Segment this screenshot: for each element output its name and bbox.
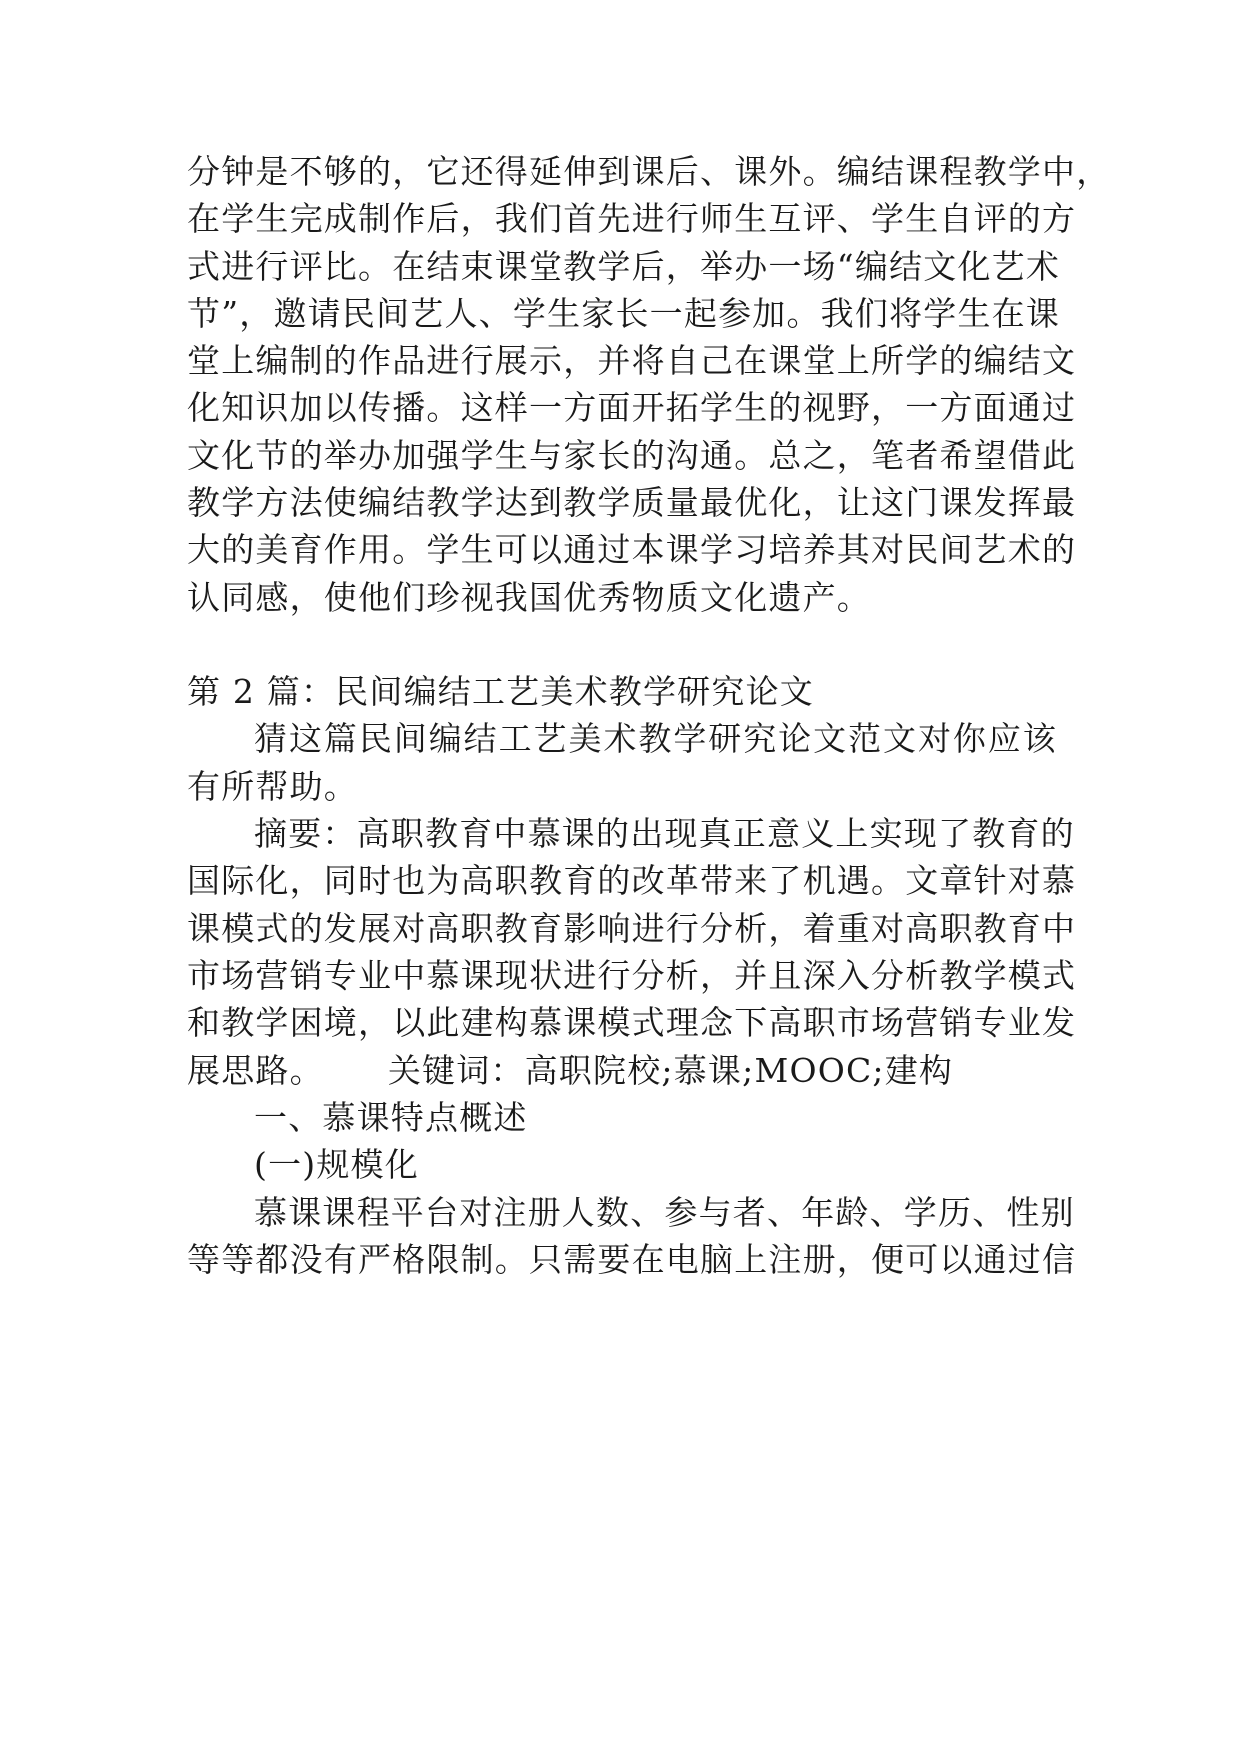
- paragraph-line: 式进行评比。在结束课堂教学后，举办一场“编结文化艺术: [187, 247, 1061, 286]
- paragraph-line: 堂上编制的作品进行展示，并将自己在课堂上所学的编结文: [187, 341, 1077, 380]
- paragraph-line: 节”，邀请民间艺人、学生家长一起参加。我们将学生在课: [187, 294, 1061, 333]
- paragraph-line: 教学方法使编结教学达到教学质量最优化，让这门课发挥最: [187, 483, 1077, 522]
- abstract-line: 摘要：高职教育中慕课的出现真正意义上实现了教育的: [254, 814, 1075, 853]
- paragraph-line: 慕课课程平台对注册人数、参与者、年龄、学历、性别: [254, 1193, 1075, 1232]
- paragraph-line: 认同感，使他们珍视我国优秀物质文化遗产。: [187, 578, 871, 617]
- paragraph-line: 有所帮助。: [187, 767, 358, 806]
- paragraph-line: 大的美育作用。学生可以通过本课学习培养其对民间艺术的: [187, 530, 1077, 569]
- paragraph-line: 猜这篇民间编结工艺美术教学研究论文范文对你应该: [254, 719, 1057, 758]
- abstract-line: 课模式的发展对高职教育影响进行分析，着重对高职教育中: [187, 909, 1077, 948]
- abstract-keywords-line: [187, 1051, 1057, 1091]
- abstract-line: 和教学困境，以此建构慕课模式理念下高职市场营销专业发: [187, 1003, 1077, 1042]
- heading-level1: 一、慕课特点概述: [254, 1098, 528, 1137]
- paragraph-line: 化知识加以传播。这样一方面开拓学生的视野，一方面通过: [187, 388, 1077, 427]
- paragraph-line: 分钟是不够的，它还得延伸到课后、课外。编结课程教学中，: [187, 152, 1111, 191]
- paragraph-line: 等等都没有严格限制。只需要在电脑上注册，便可以通过信: [187, 1240, 1077, 1279]
- paragraph-line: 在学生完成制作后，我们首先进行师生互评、学生自评的方: [187, 199, 1077, 238]
- abstract-line: 市场营销专业中慕课现状进行分析，并且深入分析教学模式: [187, 956, 1077, 995]
- abstract-line: 国际化，同时也为高职教育的改革带来了机遇。文章针对慕: [187, 861, 1077, 900]
- paragraph-line: 文化节的举办加强学生与家长的沟通。总之，笔者希望借此: [187, 436, 1077, 475]
- keywords: 关键词：高职院校;慕课;MOOC;建构: [387, 1051, 954, 1090]
- abstract-last: 展思路。: [187, 1051, 324, 1090]
- section-title: 第 2 篇：民间编结工艺美术教学研究论文: [187, 672, 814, 711]
- heading-level2: (一)规模化: [254, 1145, 419, 1184]
